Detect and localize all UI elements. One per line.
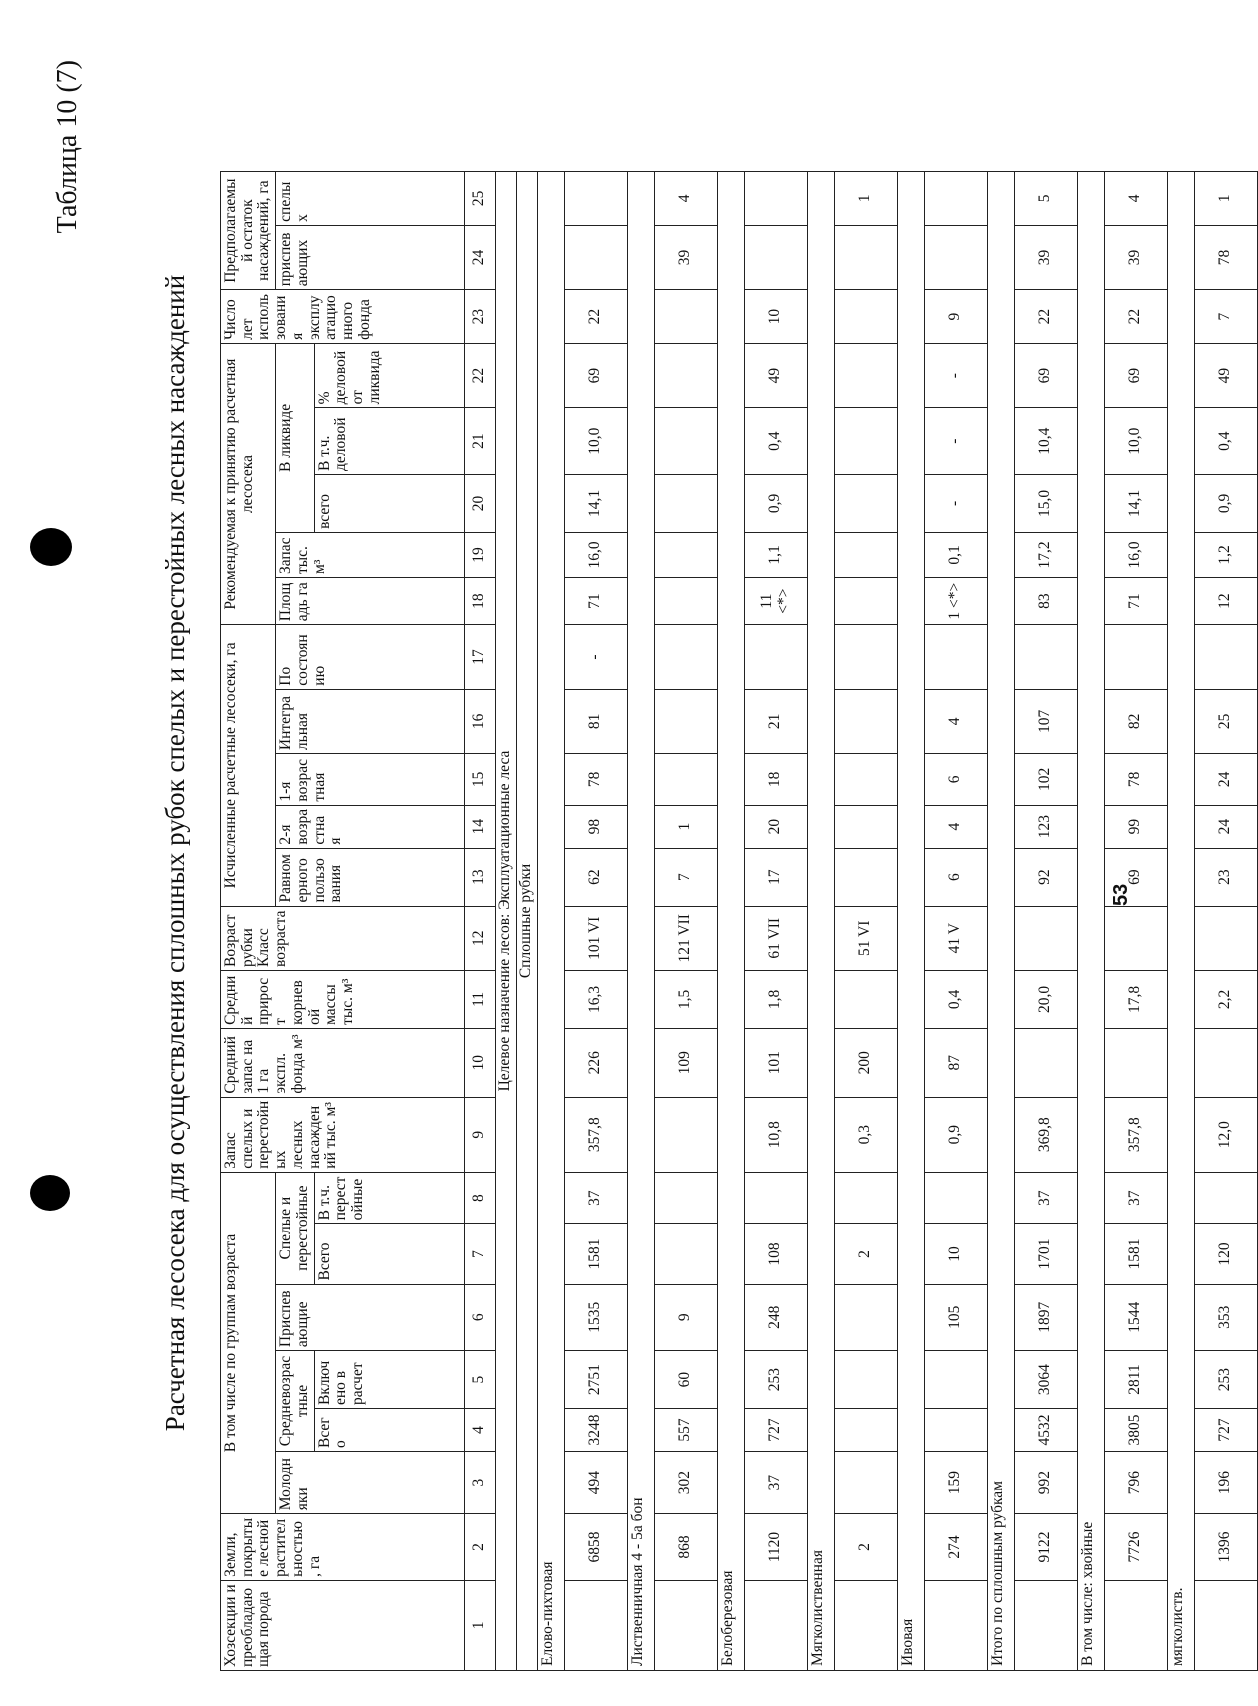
table-cell: 10,0 bbox=[1104, 408, 1167, 475]
table-cell: 10,4 bbox=[1014, 408, 1077, 475]
table-cell bbox=[654, 1580, 717, 1670]
table-cell: 16,0 bbox=[1104, 532, 1167, 577]
punch-hole bbox=[30, 1175, 70, 1211]
column-number: 7 bbox=[464, 1224, 495, 1284]
column-number: 21 bbox=[464, 408, 495, 475]
table-cell: 39 bbox=[654, 225, 717, 289]
felling-table bbox=[220, 171, 1258, 1671]
table-cell bbox=[834, 1172, 897, 1224]
table-cell: 3064 bbox=[1014, 1351, 1077, 1409]
hdr-c17: По состоянию bbox=[276, 625, 464, 689]
hdr-c25: спелых bbox=[276, 172, 464, 226]
table-cell bbox=[654, 1097, 717, 1172]
table-cell bbox=[654, 474, 717, 532]
table-cell: 121 VII bbox=[654, 906, 717, 970]
column-number: 19 bbox=[464, 532, 495, 577]
table-cell bbox=[924, 172, 987, 226]
table-cell bbox=[834, 474, 897, 532]
table-cell: 92 bbox=[1014, 848, 1077, 906]
page-title: Расчетная лесосека для осуществления сплошных рубок спелых и перестойных лесных насаждений bbox=[160, 274, 190, 1432]
table-cell: - bbox=[924, 474, 987, 532]
table-cell bbox=[834, 625, 897, 689]
table-cell bbox=[834, 1451, 897, 1513]
table-cell: 108 bbox=[744, 1224, 807, 1284]
table-cell: 5 bbox=[1014, 172, 1077, 226]
hdr-c11: Средний прирост корневой массы тыс. м³ bbox=[221, 970, 465, 1028]
table-cell bbox=[654, 343, 717, 407]
hdr-c21: В т.ч. деловой bbox=[314, 408, 464, 475]
table-cell: 120 bbox=[1194, 1224, 1257, 1284]
table-row bbox=[1194, 172, 1257, 1671]
table-cell: 39 bbox=[1104, 225, 1167, 289]
table-cell: 20,0 bbox=[1014, 970, 1077, 1028]
table-cell: 727 bbox=[744, 1409, 807, 1452]
table-cell bbox=[924, 1172, 987, 1224]
table-cell bbox=[834, 343, 897, 407]
table-cell: 69 bbox=[1104, 343, 1167, 407]
table-cell: 37 bbox=[1104, 1172, 1167, 1224]
table-cell: 0,4 bbox=[1194, 408, 1257, 475]
row-group-label: Ивовая bbox=[897, 172, 924, 1671]
table-cell: 253 bbox=[1194, 1351, 1257, 1409]
row-group-label: Белоберезовая bbox=[717, 172, 744, 1671]
table-cell: 226 bbox=[564, 1028, 627, 1097]
table-cell: 796 bbox=[1104, 1451, 1167, 1513]
table-cell bbox=[834, 689, 897, 753]
table-cell: 0,9 bbox=[744, 474, 807, 532]
row-group-label: мягколиств. bbox=[1167, 172, 1194, 1671]
table-cell: 10,8 bbox=[744, 1097, 807, 1172]
table-cell: 12 bbox=[1194, 578, 1257, 625]
table-cell: 357,8 bbox=[1104, 1097, 1167, 1172]
table-cell bbox=[564, 225, 627, 289]
table-cell: 248 bbox=[744, 1284, 807, 1351]
row-group-label: Лиственничная 4 - 5а бон bbox=[627, 172, 654, 1671]
column-number: 15 bbox=[464, 754, 495, 806]
table-cell bbox=[1104, 906, 1167, 970]
table-cell: 102 bbox=[1014, 754, 1077, 806]
column-number: 11 bbox=[464, 970, 495, 1028]
hdr-c9: Запас спелых и перестойных лесных насаждений тыс. м³ bbox=[221, 1097, 465, 1172]
table-cell: 992 bbox=[1014, 1451, 1077, 1513]
table-cell bbox=[924, 1351, 987, 1409]
table-cell bbox=[654, 625, 717, 689]
table-cell: 557 bbox=[654, 1409, 717, 1452]
table-cell: 83 bbox=[1014, 578, 1077, 625]
table-cell: 49 bbox=[1194, 343, 1257, 407]
hdr-c3: Молодняки bbox=[276, 1451, 464, 1513]
table-cell: 71 bbox=[1104, 578, 1167, 625]
column-number: 3 bbox=[464, 1451, 495, 1513]
table-cell: 369,8 bbox=[1014, 1097, 1077, 1172]
column-number: 2 bbox=[464, 1514, 495, 1581]
table-cell: 123 bbox=[1014, 805, 1077, 848]
table-cell: 302 bbox=[654, 1451, 717, 1513]
table-cell: - bbox=[564, 625, 627, 689]
table-cell: 1 bbox=[654, 805, 717, 848]
row-group-label: Мягколиственная bbox=[807, 172, 834, 1671]
table-cell bbox=[1194, 625, 1257, 689]
table-cell: 69 bbox=[564, 343, 627, 407]
table-cell: 1 bbox=[834, 172, 897, 226]
table-cell: 0,4 bbox=[744, 408, 807, 475]
table-cell: 0,9 bbox=[1194, 474, 1257, 532]
hdr-group-liq: В ликвиде bbox=[276, 343, 314, 532]
hdr-c6: Приспевающие bbox=[276, 1284, 464, 1351]
table-row bbox=[564, 172, 627, 1671]
table-cell: 2 bbox=[834, 1224, 897, 1284]
table-cell bbox=[654, 1224, 717, 1284]
table-cell bbox=[834, 225, 897, 289]
table-cell: 20 bbox=[744, 805, 807, 848]
column-number: 12 bbox=[464, 906, 495, 970]
table-cell: 12,0 bbox=[1194, 1097, 1257, 1172]
table-cell: 3248 bbox=[564, 1409, 627, 1452]
table-cell: 2 bbox=[834, 1514, 897, 1581]
table-cell: 109 bbox=[654, 1028, 717, 1097]
table-cell bbox=[834, 578, 897, 625]
table-cell bbox=[654, 408, 717, 475]
table-cell: 1701 bbox=[1014, 1224, 1077, 1284]
hdr-group-rest: Предполагаемый остаток насаждений, га bbox=[221, 172, 276, 290]
column-number: 14 bbox=[464, 805, 495, 848]
table-cell bbox=[1014, 1028, 1077, 1097]
table-cell: 9 bbox=[654, 1284, 717, 1351]
table-cell bbox=[1194, 1580, 1257, 1670]
table-row bbox=[1014, 172, 1077, 1671]
table-cell: 0,1 bbox=[924, 532, 987, 577]
table-cell: 17 bbox=[744, 848, 807, 906]
table-cell: 4 bbox=[924, 805, 987, 848]
table-cell bbox=[1014, 906, 1077, 970]
table-cell: 107 bbox=[1014, 689, 1077, 753]
table-cell: 81 bbox=[564, 689, 627, 753]
table-cell: 61 VII bbox=[744, 906, 807, 970]
table-cell bbox=[744, 625, 807, 689]
column-number: 5 bbox=[464, 1351, 495, 1409]
hdr-c2: Земли, покрытые лесной растительностью, га bbox=[221, 1514, 465, 1581]
table-cell: 0,9 bbox=[924, 1097, 987, 1172]
table-cell: 10 bbox=[924, 1224, 987, 1284]
table-cell: 200 bbox=[834, 1028, 897, 1097]
table-cell bbox=[834, 805, 897, 848]
column-number: 22 bbox=[464, 343, 495, 407]
table-cell: 6 bbox=[924, 848, 987, 906]
column-number: 24 bbox=[464, 225, 495, 289]
table-cell: 16,0 bbox=[564, 532, 627, 577]
table-cell: 353 bbox=[1194, 1284, 1257, 1351]
table-cell: 0,3 bbox=[834, 1097, 897, 1172]
table-cell: 1581 bbox=[564, 1224, 627, 1284]
hdr-c13: Равномерного пользования bbox=[276, 848, 464, 906]
column-numbers-row bbox=[464, 172, 495, 1671]
table-cell bbox=[834, 1351, 897, 1409]
hdr-c22: % деловой от ликвида bbox=[314, 343, 464, 407]
table-cell: 4 bbox=[1104, 172, 1167, 226]
hdr-c19: Запас тыс. м³ bbox=[276, 532, 464, 577]
hdr-group-rec: Рекомендуемая к принятию расчетная лесосека bbox=[221, 343, 276, 624]
table-cell: 2,2 bbox=[1194, 970, 1257, 1028]
table-cell: 10 bbox=[744, 290, 807, 344]
table-cell bbox=[834, 532, 897, 577]
table-cell: 494 bbox=[564, 1451, 627, 1513]
table-cell bbox=[924, 1409, 987, 1452]
hdr-c14: 2-я возрастная bbox=[276, 805, 464, 848]
hdr-c1: Хозсекции и преобладающая порода bbox=[221, 1580, 465, 1670]
table-cell: 18 bbox=[744, 754, 807, 806]
hdr-c8: В т.ч. перестойные bbox=[314, 1172, 464, 1224]
table-cell: 2751 bbox=[564, 1351, 627, 1409]
table-cell bbox=[1194, 1172, 1257, 1224]
table-cell: 22 bbox=[564, 290, 627, 344]
table-cell bbox=[1014, 1580, 1077, 1670]
hdr-c12: Возраст рубки Класс возраста bbox=[221, 906, 465, 970]
column-number: 17 bbox=[464, 625, 495, 689]
table-cell bbox=[564, 1580, 627, 1670]
column-number: 1 bbox=[464, 1580, 495, 1670]
table-cell: 51 VI bbox=[834, 906, 897, 970]
table-cell: 196 bbox=[1194, 1451, 1257, 1513]
hdr-c10: Средний запас на 1 га экспл. фонда м³ bbox=[221, 1028, 465, 1097]
table-cell: 78 bbox=[1104, 754, 1167, 806]
table-cell: 37 bbox=[1014, 1172, 1077, 1224]
table-cell: 4532 bbox=[1014, 1409, 1077, 1452]
table-cell: 1535 bbox=[564, 1284, 627, 1351]
table-cell: 62 bbox=[564, 848, 627, 906]
table-cell: 0,4 bbox=[924, 970, 987, 1028]
table-cell bbox=[834, 1580, 897, 1670]
table-cell: 39 bbox=[1014, 225, 1077, 289]
table-cell: 1,2 bbox=[1194, 532, 1257, 577]
table-cell: 41 V bbox=[924, 906, 987, 970]
table-cell: 7726 bbox=[1104, 1514, 1167, 1581]
table-cell bbox=[834, 1409, 897, 1452]
table-cell bbox=[924, 225, 987, 289]
table-cell: - bbox=[924, 343, 987, 407]
table-cell bbox=[744, 1580, 807, 1670]
table-cell bbox=[654, 1172, 717, 1224]
table-cell: 15,0 bbox=[1014, 474, 1077, 532]
table-cell bbox=[834, 1284, 897, 1351]
table-cell: 1 bbox=[1194, 172, 1257, 226]
table-cell: 21 bbox=[744, 689, 807, 753]
table-cell: 17,2 bbox=[1014, 532, 1077, 577]
hdr-c5: Включено в расчет bbox=[314, 1351, 464, 1409]
table-cell: 69 bbox=[1014, 343, 1077, 407]
column-number: 8 bbox=[464, 1172, 495, 1224]
table-cell: 78 bbox=[1194, 225, 1257, 289]
table-cell: 60 bbox=[654, 1351, 717, 1409]
punch-hole bbox=[30, 528, 72, 566]
table-cell bbox=[1014, 625, 1077, 689]
column-number: 23 bbox=[464, 290, 495, 344]
column-number: 18 bbox=[464, 578, 495, 625]
table-number: Таблица 10 (7) bbox=[52, 60, 83, 234]
column-number: 20 bbox=[464, 474, 495, 532]
hdr-c15: 1-я возрастная bbox=[276, 754, 464, 806]
table-cell bbox=[744, 172, 807, 226]
table-cell: 7 bbox=[654, 848, 717, 906]
table-row bbox=[1104, 172, 1167, 1671]
table-row bbox=[744, 172, 807, 1671]
table-cell: 69 bbox=[1104, 848, 1167, 906]
table-cell: 253 bbox=[744, 1351, 807, 1409]
table-cell: 37 bbox=[744, 1451, 807, 1513]
page-number: 53 bbox=[1110, 883, 1132, 906]
column-number: 10 bbox=[464, 1028, 495, 1097]
table-cell: 99 bbox=[1104, 805, 1167, 848]
hdr-group-calc: Исчисленные расчетные лесосеки, га bbox=[221, 625, 276, 906]
table-cell: 14,1 bbox=[1104, 474, 1167, 532]
table-cell: 1 <*> bbox=[924, 578, 987, 625]
table-cell bbox=[834, 754, 897, 806]
table-cell bbox=[564, 172, 627, 226]
table-cell: 10,0 bbox=[564, 408, 627, 475]
table-cell: 78 bbox=[564, 754, 627, 806]
row-group-label: Елово-пихтовая bbox=[537, 172, 564, 1671]
table-cell: 22 bbox=[1104, 290, 1167, 344]
table-cell: 1396 bbox=[1194, 1514, 1257, 1581]
table-cell: 24 bbox=[1194, 754, 1257, 806]
table-cell: 6858 bbox=[564, 1514, 627, 1581]
table-cell: 14,1 bbox=[564, 474, 627, 532]
hdr-c16: Интегральная bbox=[276, 689, 464, 753]
table-cell: 868 bbox=[654, 1514, 717, 1581]
hdr-c20: всего bbox=[314, 474, 464, 532]
column-number: 4 bbox=[464, 1409, 495, 1452]
table-cell: 274 bbox=[924, 1514, 987, 1581]
table-cell: 6 bbox=[924, 754, 987, 806]
table-cell: 3805 bbox=[1104, 1409, 1167, 1452]
table-cell: 1,1 bbox=[744, 532, 807, 577]
table-cell: 1544 bbox=[1104, 1284, 1167, 1351]
table-cell: 105 bbox=[924, 1284, 987, 1351]
table-cell: 101 bbox=[744, 1028, 807, 1097]
table-cell bbox=[654, 532, 717, 577]
purpose-line: Целевое назначение лесов: Эксплуатационные леса bbox=[495, 172, 516, 1671]
table-cell bbox=[654, 754, 717, 806]
table-cell: 23 bbox=[1194, 848, 1257, 906]
table-cell: 7 bbox=[1194, 290, 1257, 344]
table-cell: 22 bbox=[1014, 290, 1077, 344]
column-number: 9 bbox=[464, 1097, 495, 1172]
table-cell: 71 bbox=[564, 578, 627, 625]
table-cell: 101 VI bbox=[564, 906, 627, 970]
row-group-label: В том числе: хвойные bbox=[1077, 172, 1104, 1671]
table-cell bbox=[654, 689, 717, 753]
table-cell: 9122 bbox=[1014, 1514, 1077, 1581]
hdr-c23: Число лет использования эксплуатационного фонда bbox=[221, 290, 465, 344]
table-cell: 727 bbox=[1194, 1409, 1257, 1452]
table-cell: 49 bbox=[744, 343, 807, 407]
column-number: 25 bbox=[464, 172, 495, 226]
table-cell bbox=[1104, 1028, 1167, 1097]
table-cell bbox=[1194, 906, 1257, 970]
table-cell: 159 bbox=[924, 1451, 987, 1513]
table-cell bbox=[744, 1172, 807, 1224]
table-row bbox=[834, 172, 897, 1671]
table-cell: 98 bbox=[564, 805, 627, 848]
table-cell: 17,8 bbox=[1104, 970, 1167, 1028]
table-cell bbox=[1104, 1580, 1167, 1670]
table-cell bbox=[924, 1580, 987, 1670]
table-cell bbox=[834, 408, 897, 475]
table-cell bbox=[834, 848, 897, 906]
hdr-c4: Всего bbox=[314, 1409, 464, 1452]
table-cell bbox=[1104, 625, 1167, 689]
table-cell: 24 bbox=[1194, 805, 1257, 848]
column-number: 16 bbox=[464, 689, 495, 753]
table-cell: 82 bbox=[1104, 689, 1167, 753]
hdr-c24: приспевающих bbox=[276, 225, 464, 289]
table-cell: - bbox=[924, 408, 987, 475]
table-cell bbox=[654, 578, 717, 625]
table-cell: 1581 bbox=[1104, 1224, 1167, 1284]
hdr-group-age: В том числе по группам возраста bbox=[221, 1172, 276, 1513]
table-cell: 1120 bbox=[744, 1514, 807, 1581]
table-cell: 1,5 bbox=[654, 970, 717, 1028]
table-cell: 357,8 bbox=[564, 1097, 627, 1172]
table-cell bbox=[654, 290, 717, 344]
hdr-c7: Всего bbox=[314, 1224, 464, 1284]
hdr-c18: Площадь га bbox=[276, 578, 464, 625]
table-cell: 11 <*> bbox=[744, 578, 807, 625]
table-cell: 4 bbox=[924, 689, 987, 753]
table-cell: 1897 bbox=[1014, 1284, 1077, 1351]
column-number: 6 bbox=[464, 1284, 495, 1351]
hdr-spelye: Спелые и перестойные bbox=[276, 1172, 314, 1284]
row-group-label: Итого по сплошным рубкам bbox=[987, 172, 1014, 1671]
table-cell bbox=[924, 625, 987, 689]
table-cell bbox=[834, 290, 897, 344]
table-row bbox=[654, 172, 717, 1671]
column-number: 13 bbox=[464, 848, 495, 906]
table-cell: 16,3 bbox=[564, 970, 627, 1028]
table-cell: 1,8 bbox=[744, 970, 807, 1028]
table-cell: 87 bbox=[924, 1028, 987, 1097]
table-cell bbox=[834, 970, 897, 1028]
hdr-sredne: Средневозрастные bbox=[276, 1351, 314, 1452]
table-cell: 4 bbox=[654, 172, 717, 226]
table-cell: 25 bbox=[1194, 689, 1257, 753]
table-row bbox=[924, 172, 987, 1671]
table-cell bbox=[744, 225, 807, 289]
felling-line: Сплошные рубки bbox=[516, 172, 537, 1671]
table-cell: 37 bbox=[564, 1172, 627, 1224]
table-cell: 9 bbox=[924, 290, 987, 344]
table-cell: 2811 bbox=[1104, 1351, 1167, 1409]
table-cell bbox=[1194, 1028, 1257, 1097]
